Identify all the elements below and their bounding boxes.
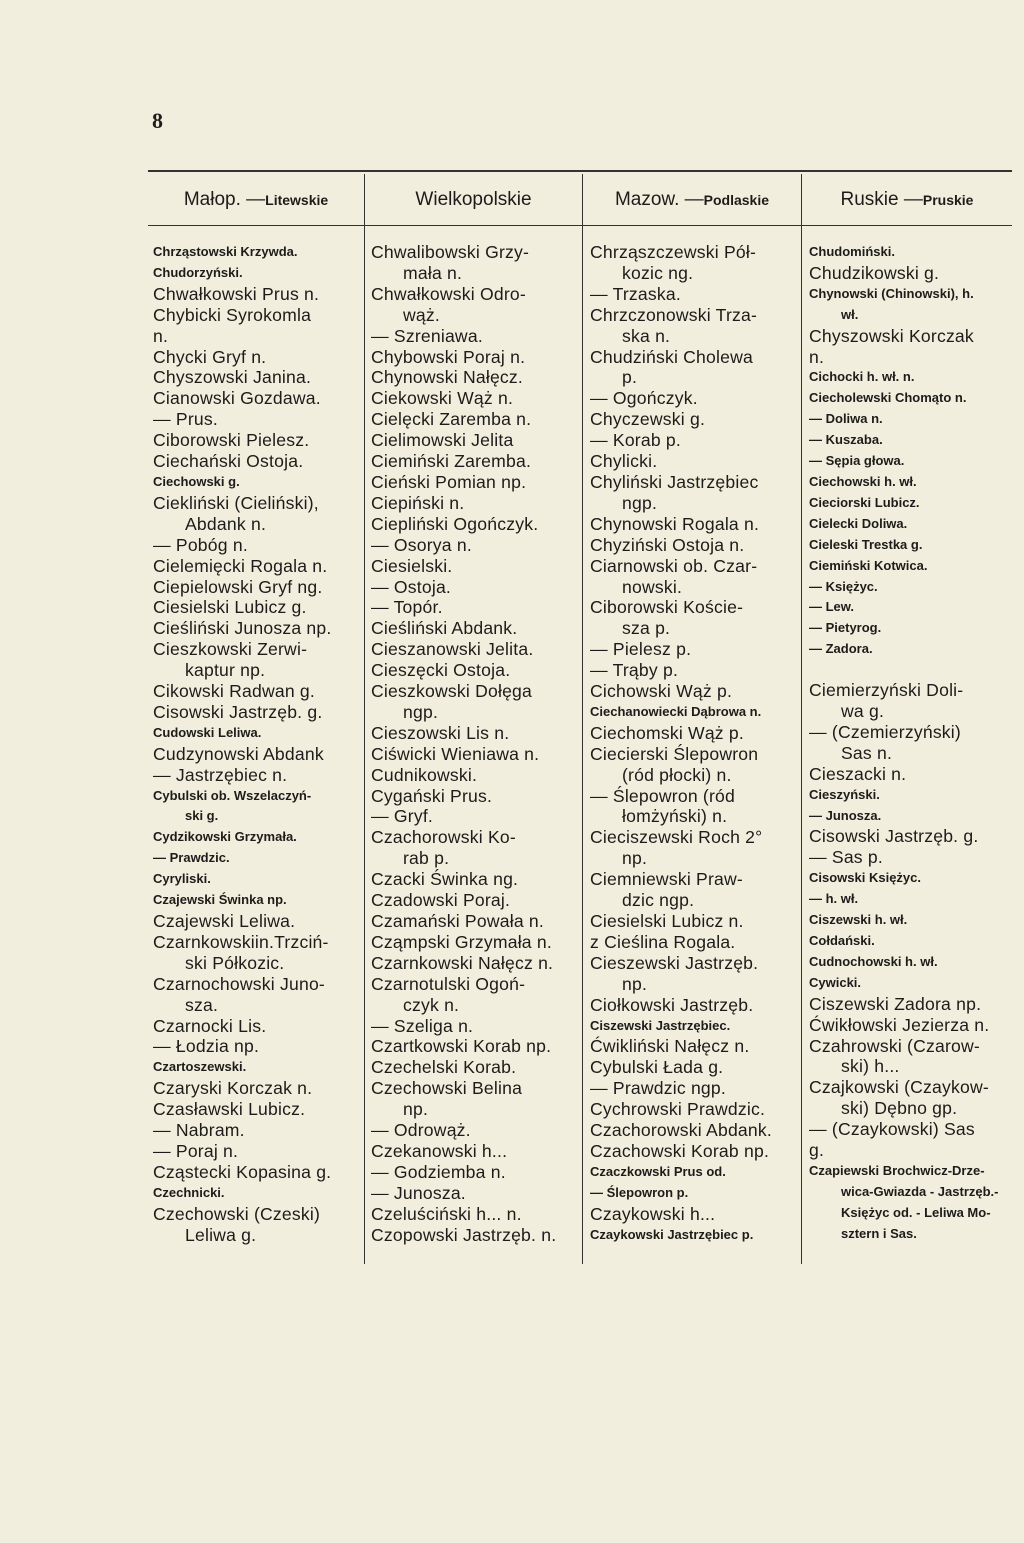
list-item: dzic ngp. xyxy=(622,890,695,911)
list-item: Czaykowski Jastrzębiec p. xyxy=(590,1226,754,1242)
column-wielkopolskie xyxy=(371,242,579,1246)
list-item: — Odrowąż. xyxy=(371,1120,471,1141)
table-header-rule xyxy=(148,225,1012,226)
list-item: Cieleski Trestka g. xyxy=(809,536,923,552)
list-item: Chrząszczewski Pół- xyxy=(590,242,757,262)
list-item: Ciecierski Ślepowron xyxy=(590,743,759,764)
header-wielkopolskie xyxy=(365,178,582,222)
list-item: sztern i Sas. xyxy=(841,1225,917,1241)
list-item: Cywicki. xyxy=(809,974,862,990)
list-item: Czarnkowski Nałęcz n. xyxy=(371,952,554,973)
list-item: Czarnkowskiin.Trzciń- xyxy=(153,931,329,952)
header-sub: Pruskie xyxy=(922,192,974,208)
list-item: — Szeliga n. xyxy=(371,1015,474,1036)
list-item: Cieszkowski Zerwi- xyxy=(153,639,308,660)
list-item: Ciołkowski Jastrzęb. xyxy=(590,994,754,1015)
list-item: wica-Gwiazda - Jastrzęb.- xyxy=(841,1183,999,1199)
list-item: Czamański Powała n. xyxy=(371,911,544,931)
list-item: Czahrowski (Czarow- xyxy=(809,1035,980,1056)
list-item: Cieciszewski Roch 2° xyxy=(590,827,763,848)
list-item: Abdank n. xyxy=(185,513,267,534)
list-item: Cisowski Jastrzęb. g. xyxy=(153,701,323,722)
list-item: g. xyxy=(809,1140,825,1161)
list-item: Cieński Pomian np. xyxy=(371,471,527,492)
list-item: Ciborowski Pielesz. xyxy=(153,430,310,451)
list-item: — Osorya n. xyxy=(371,534,472,555)
list-item: Czartkowski Korab np. xyxy=(371,1036,552,1057)
list-item: Ciechowski h. wł. xyxy=(809,473,917,489)
column-divider-1 xyxy=(364,174,365,1264)
list-item: Ciesielski Lubicz g. xyxy=(153,597,307,618)
header-sub: Podlaskie xyxy=(703,192,770,208)
header-malop-litewskie xyxy=(148,178,364,222)
list-item: Czechowski Belina xyxy=(371,1078,523,1099)
list-item: Ciecholewski Chomąto n. xyxy=(809,390,967,406)
list-item: rab p. xyxy=(403,848,450,869)
list-item: Czechnicki. xyxy=(153,1184,225,1200)
list-item: Cudnikowski. xyxy=(371,764,478,785)
list-item: Ciechanowiecki Dąbrowa n. xyxy=(590,703,762,719)
list-item: Ćwikłowski Jezierza n. xyxy=(809,1014,990,1035)
list-item: Ciechowski g. xyxy=(153,473,240,489)
list-item: — Pietyrog. xyxy=(809,620,882,636)
list-item: — Topór. xyxy=(371,597,443,618)
list-item: ngp. xyxy=(622,492,658,513)
list-item: Czasławski Lubicz. xyxy=(153,1099,306,1120)
list-item: — Junosza. xyxy=(371,1182,466,1203)
list-item: — Gryf. xyxy=(371,806,433,827)
list-item: Czarnochowski Juno- xyxy=(153,973,325,994)
list-item: n. xyxy=(153,325,169,346)
column-malop-litewskie xyxy=(153,242,361,1246)
list-item: — Ostoja. xyxy=(371,576,452,597)
list-item: ski g. xyxy=(185,808,219,824)
list-item: Ciborowski Koście- xyxy=(590,597,744,618)
list-item: Czekanowski h... xyxy=(371,1140,508,1161)
list-item: Chudorzyński. xyxy=(153,264,243,280)
list-item: Cieszewski Jastrzęb. xyxy=(590,952,759,973)
list-item: Czarnocki Lis. xyxy=(153,1015,267,1036)
list-item: Cichowski Wąż p. xyxy=(590,681,733,702)
list-item: — Jastrzębiec n. xyxy=(153,764,288,785)
page-number: 8 xyxy=(152,108,163,133)
list-item: Czechowski (Czeski) xyxy=(153,1203,321,1224)
list-item: Cielemięcki Rogala n. xyxy=(153,555,328,576)
list-item: ngp. xyxy=(403,701,439,722)
list-item: Czaczkowski Prus od. xyxy=(590,1163,726,1179)
list-item: Ciemniewski Praw- xyxy=(590,869,743,890)
list-item: — Sępia głowa. xyxy=(809,453,905,469)
list-item: Chynowski (Chinowski), h. xyxy=(809,285,974,301)
list-item: Cieszęcki Ostoja. xyxy=(371,660,511,681)
list-item: Cołdański. xyxy=(809,933,875,948)
list-item: Cyryliski. xyxy=(153,871,211,887)
list-item: sza. xyxy=(185,994,219,1015)
list-item: — Sas p. xyxy=(809,847,883,868)
list-item: — Łodzia np. xyxy=(153,1036,260,1057)
list-item: Ciepielowski Gryf ng. xyxy=(153,576,323,597)
list-item: Ciemiński Zaremba. xyxy=(371,451,532,472)
list-item: Czachorowski Ko- xyxy=(371,827,516,848)
list-item: Chwałkowski Odro- xyxy=(371,283,526,304)
list-item: — Lew. xyxy=(809,599,855,615)
list-item: ski) Dębno gp. xyxy=(841,1098,958,1119)
list-item: Cieszyński. xyxy=(809,786,880,802)
list-item: łomżyński) n. xyxy=(622,806,728,827)
list-item: — Księżyc. xyxy=(809,578,878,594)
list-item: kaptur np. xyxy=(185,660,266,681)
list-item: Czapiewski Brochwicz-Drze- xyxy=(809,1162,985,1178)
list-item: — Korab p. xyxy=(590,430,681,451)
list-item: ska n. xyxy=(622,325,671,346)
list-item: — Zadora. xyxy=(809,641,873,657)
list-item: Cząstecki Kopasina g. xyxy=(153,1161,332,1182)
list-item: — Pielesz p. xyxy=(590,639,692,660)
list-item: Chrzczonowski Trza- xyxy=(590,304,758,325)
list-item: n. xyxy=(809,346,825,367)
list-item: Chylicki. xyxy=(590,451,658,472)
list-item: Chrząstowski Krzywda. xyxy=(153,244,298,259)
list-item: Czeluściński h... n. xyxy=(371,1203,522,1224)
list-item: wa g. xyxy=(841,701,885,722)
list-item: nowski. xyxy=(622,576,683,597)
list-item: Czacki Świnka ng. xyxy=(371,869,519,890)
list-item: — Doliwa n. xyxy=(809,411,883,427)
header-main: Małop. — xyxy=(183,189,266,210)
list-item: Cianowski Gozdawa. xyxy=(153,388,321,409)
list-item: — Ślepowron p. xyxy=(590,1184,689,1200)
list-item: — Junosza. xyxy=(809,807,882,823)
list-item: Czaryski Korczak n. xyxy=(153,1078,313,1099)
list-item: Czadowski Poraj. xyxy=(371,890,511,911)
list-item: Sas n. xyxy=(841,742,893,763)
list-item: Cybulski ob. Wszelaczyń- xyxy=(153,787,312,803)
list-item: Chudomiński. xyxy=(809,244,895,259)
header-mazow-podlaskie xyxy=(583,178,801,222)
list-item: Chyszowski Janina. xyxy=(153,367,312,388)
list-item: — (Czaykowski) Sas xyxy=(809,1119,975,1140)
list-item: — Kuszaba. xyxy=(809,432,883,448)
list-item: Cygański Prus. xyxy=(371,785,493,806)
list-item: Czarnotulski Ogoń- xyxy=(371,973,526,994)
list-item: Czajewski Leliwa. xyxy=(153,911,296,931)
list-item: — Prawdzic. xyxy=(153,850,230,866)
list-item: — Ślepowron (ród xyxy=(590,785,735,806)
entry-spacer xyxy=(809,660,1012,680)
list-item: Czaykowski h... xyxy=(590,1203,716,1224)
list-item: Cydzikowski Grzymała. xyxy=(153,829,297,845)
list-item: Cudowski Leliwa. xyxy=(153,724,262,740)
list-item: Czartoszewski. xyxy=(153,1059,247,1075)
list-item: Czopowski Jastrzęb. n. xyxy=(371,1224,557,1245)
list-item: Chyszowski Korczak xyxy=(809,325,974,346)
list-item: Cielęcki Zaremba n. xyxy=(371,409,532,430)
list-item: Cieszowski Lis n. xyxy=(371,722,510,743)
list-item: z Cieślina Rogala. xyxy=(590,931,736,952)
list-item: Ciarnowski ob. Czar- xyxy=(590,555,758,576)
list-item: wąż. xyxy=(403,304,440,325)
list-item: — (Czemierzyński) xyxy=(809,721,961,742)
list-item: wł. xyxy=(841,306,859,322)
list-item: Ciświcki Wieniawa n. xyxy=(371,743,540,764)
list-item: Cikowski Radwan g. xyxy=(153,681,316,702)
list-item: Ciekowski Wąż n. xyxy=(371,388,514,409)
list-item: Ciepiński n. xyxy=(371,492,465,513)
column-divider-3 xyxy=(801,174,802,1264)
list-item: — Trąby p. xyxy=(590,660,679,681)
list-item: — h. wł. xyxy=(809,891,859,907)
list-item: np. xyxy=(622,848,648,869)
list-item: Chwałkowski Prus n. xyxy=(153,283,320,304)
list-item: Czajewski Świnka np. xyxy=(153,892,287,908)
list-item: Ciszewski h. wł. xyxy=(809,912,908,928)
list-item: Cieszanowski Jelita. xyxy=(371,639,534,660)
list-item: — Godziemba n. xyxy=(371,1161,506,1182)
list-item: — Ogończyk. xyxy=(590,388,698,409)
header-sub: Litewskie xyxy=(265,192,329,208)
list-item: Czajkowski (Czaykow- xyxy=(809,1077,989,1098)
list-item: ski Półkozic. xyxy=(185,952,285,973)
list-item: — Prawdzic ngp. xyxy=(590,1078,726,1099)
list-item: Chybicki Syrokomla xyxy=(153,304,312,325)
list-item: Księżyc od. - Leliwa Mo- xyxy=(841,1204,991,1220)
list-item: Ciemierzyński Doli- xyxy=(809,680,964,701)
list-item: (ród płocki) n. xyxy=(622,764,732,785)
list-item: Czachorowski Abdank. xyxy=(590,1120,772,1141)
list-item: sza p. xyxy=(622,618,671,639)
list-item: Cudzynowski Abdank xyxy=(153,743,324,764)
list-item: kozic ng. xyxy=(622,262,694,283)
list-item: Cybulski Łada g. xyxy=(590,1057,724,1078)
list-item: Ciesielski. xyxy=(371,555,453,576)
table-top-rule xyxy=(148,170,1012,172)
list-item: Cichocki h. wł. n. xyxy=(809,369,915,385)
list-item: Cisowski Jastrzęb. g. xyxy=(809,826,979,847)
header-main: Ruskie — xyxy=(840,189,923,210)
list-item: Cieśliński Abdank. xyxy=(371,618,518,639)
list-item: Ciesielski Lubicz n. xyxy=(590,911,744,931)
list-item: Leliwa g. xyxy=(185,1224,257,1245)
list-item: Chynowski Rogala n. xyxy=(590,513,760,534)
list-item: Ciszewski Jastrzębiec. xyxy=(590,1017,731,1033)
list-item: — Szreniawa. xyxy=(371,325,483,346)
column-mazow-podlaskie xyxy=(590,242,799,1246)
list-item: Cudnochowski h. wł. xyxy=(809,953,938,969)
list-item: np. xyxy=(403,1099,429,1120)
list-item: — Poraj n. xyxy=(153,1140,239,1161)
list-item: Cieśliński Junosza np. xyxy=(153,618,332,639)
list-item: Cychrowski Prawdzic. xyxy=(590,1099,766,1120)
list-item: mała n. xyxy=(403,262,463,283)
list-item: Cieszkowski Dołęga xyxy=(371,681,533,702)
list-item: Czachowski Korab np. xyxy=(590,1140,770,1161)
list-item: — Pobóg n. xyxy=(153,534,248,555)
list-item: — Prus. xyxy=(153,409,218,430)
header-main: Mazow. — xyxy=(614,189,704,210)
column-divider-2 xyxy=(582,174,583,1264)
list-item: Cielimowski Jelita xyxy=(371,430,514,451)
list-item: Ciechański Ostoja. xyxy=(153,451,304,472)
list-item: — Nabram. xyxy=(153,1120,245,1141)
list-item: Cielecki Doliwa. xyxy=(809,515,908,531)
header-ruskie-pruskie xyxy=(802,178,1012,222)
list-item: czyk n. xyxy=(403,994,460,1015)
list-item: Cząmpski Grzymała n. xyxy=(371,931,552,952)
list-item: ski) h... xyxy=(841,1056,900,1077)
list-item: Cieciorski Lubicz. xyxy=(809,494,920,510)
list-item: Ciepliński Ogończyk. xyxy=(371,513,539,534)
list-item: Chudziński Cholewa xyxy=(590,346,754,367)
list-item: Ciechomski Wąż p. xyxy=(590,722,744,743)
list-item: Ćwikliński Nałęcz n. xyxy=(590,1036,750,1057)
list-item: — Trzaska. xyxy=(590,283,681,304)
list-item: Chwalibowski Grzy- xyxy=(371,242,530,262)
list-item: Chyczewski g. xyxy=(590,409,706,430)
list-item: Ciemiński Kotwica. xyxy=(809,557,928,573)
list-item: Ciekliński (Cieliński), xyxy=(153,492,319,513)
list-item: Chyziński Ostoja n. xyxy=(590,534,745,555)
list-item: Czechelski Korab. xyxy=(371,1057,517,1078)
list-item: Cieszacki n. xyxy=(809,763,907,784)
list-item: Chycki Gryf n. xyxy=(153,346,267,367)
list-item: Chudzikowski g. xyxy=(809,262,940,283)
list-item: np. xyxy=(622,973,648,994)
list-item: Chyliński Jastrzębiec xyxy=(590,471,759,492)
column-ruskie-pruskie xyxy=(809,242,1012,1245)
list-item: Cisowski Księżyc. xyxy=(809,870,921,886)
list-item: Chybowski Poraj n. xyxy=(371,346,526,367)
header-main: Wielkopolskie xyxy=(415,189,532,210)
list-item: Ciszewski Zadora np. xyxy=(809,993,982,1014)
list-item: p. xyxy=(622,367,638,388)
list-item: Chynowski Nałęcz. xyxy=(371,367,524,388)
